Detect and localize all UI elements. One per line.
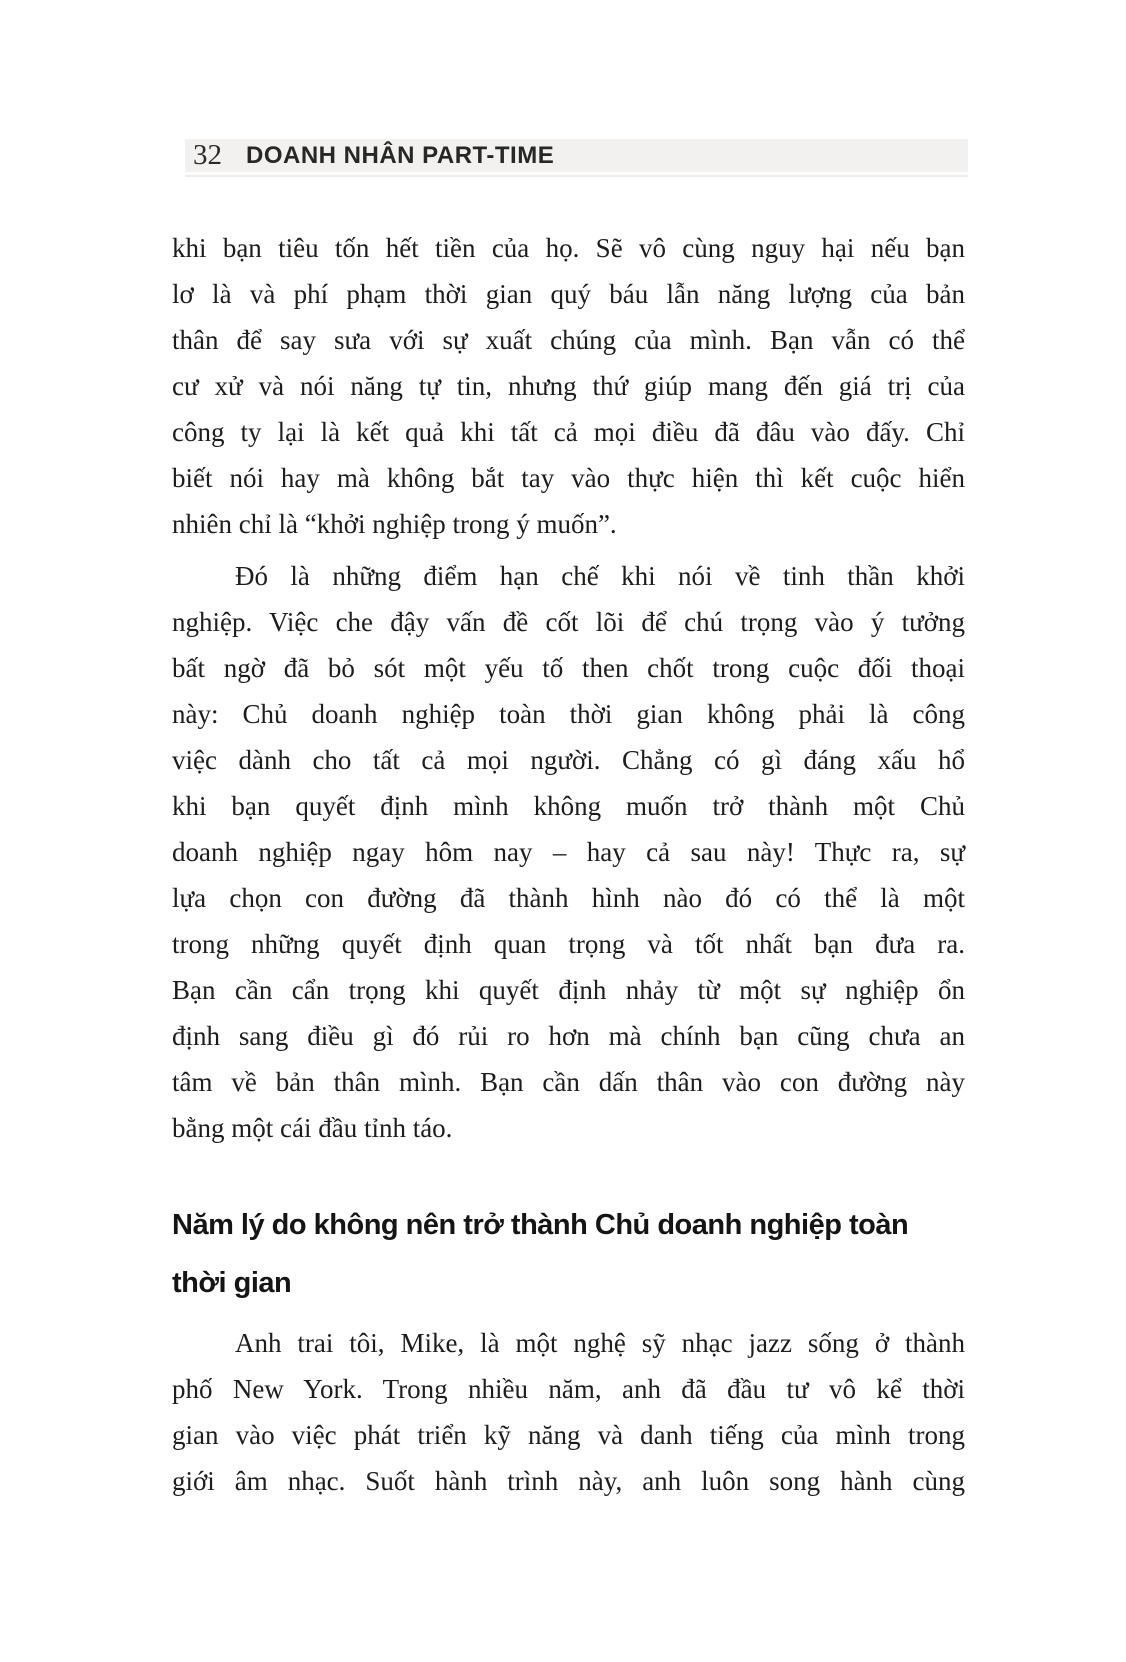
section-heading-line: thời gian bbox=[172, 1267, 292, 1299]
text-line: lơ là và phí phạm thời gian quý báu lẫn năng lượng của bản bbox=[172, 279, 965, 309]
section-heading bbox=[172, 1196, 965, 1312]
text-line: định sang điều gì đó rủi ro hơn mà chính bạn cũng chưa an bbox=[172, 1021, 965, 1051]
paragraph bbox=[172, 1320, 965, 1504]
text-line: lựa chọn con đường đã thành hình nào đó có thể là một bbox=[172, 883, 965, 913]
page-number: 32 bbox=[193, 139, 222, 171]
text-line: này: Chủ doanh nghiệp toàn thời gian không phải là công bbox=[172, 699, 965, 729]
section-heading-line: Năm lý do không nên trở thành Chủ doanh nghiệp toàn bbox=[172, 1209, 909, 1241]
text-line: khi bạn quyết định mình không muốn trở thành một Chủ bbox=[172, 791, 965, 821]
paragraph bbox=[172, 225, 965, 547]
text-line: Anh trai tôi, Mike, là một nghệ sỹ nhạc jazz sống ở thành bbox=[235, 1328, 965, 1358]
text-line: cư xử và nói năng tự tin, nhưng thứ giúp mang đến giá trị của bbox=[172, 371, 965, 401]
text-line: công ty lại là kết quả khi tất cả mọi điều đã đâu vào đấy. Chỉ bbox=[172, 417, 965, 447]
text-line: việc dành cho tất cả mọi người. Chẳng có gì đáng xấu hổ bbox=[172, 745, 965, 775]
text-line: phố New York. Trong nhiều năm, anh đã đầu tư vô kể thời bbox=[172, 1374, 965, 1404]
text-line: Đó là những điểm hạn chế khi nói về tinh thần khởi bbox=[235, 561, 965, 591]
text-line: bất ngờ đã bỏ sót một yếu tố then chốt trong cuộc đối thoại bbox=[172, 653, 965, 683]
text-line: Bạn cần cẩn trọng khi quyết định nhảy từ một sự nghiệp ổn bbox=[172, 975, 965, 1005]
text-line: doanh nghiệp ngay hôm nay – hay cả sau này! Thực ra, sự bbox=[172, 837, 965, 867]
running-header bbox=[185, 139, 968, 172]
text-line: biết nói hay mà không bắt tay vào thực hiện thì kết cuộc hiển bbox=[172, 463, 965, 493]
text-line: nhiên chỉ là “khởi nghiệp trong ý muốn”. bbox=[172, 509, 617, 539]
text-line: trong những quyết định quan trọng và tốt nhất bạn đưa ra. bbox=[172, 929, 965, 959]
text-line: giới âm nhạc. Suốt hành trình này, anh luôn song hành cùng bbox=[172, 1466, 965, 1496]
paragraph bbox=[172, 553, 965, 1151]
text-line: gian vào việc phát triển kỹ năng và danh tiếng của mình trong bbox=[172, 1420, 965, 1450]
book-title: DOANH NHÂN PART-TIME bbox=[246, 142, 555, 169]
text-line: bằng một cái đầu tỉnh táo. bbox=[172, 1113, 453, 1143]
text-line: khi bạn tiêu tốn hết tiền của họ. Sẽ vô cùng nguy hại nếu bạn bbox=[172, 233, 965, 263]
text-line: thân để say sưa với sự xuất chúng của mình. Bạn vẫn có thể bbox=[172, 325, 965, 355]
text-line: nghiệp. Việc che đậy vấn đề cốt lõi để chú trọng vào ý tưởng bbox=[172, 607, 965, 637]
text-line: tâm về bản thân mình. Bạn cần dấn thân vào con đường này bbox=[172, 1067, 965, 1097]
